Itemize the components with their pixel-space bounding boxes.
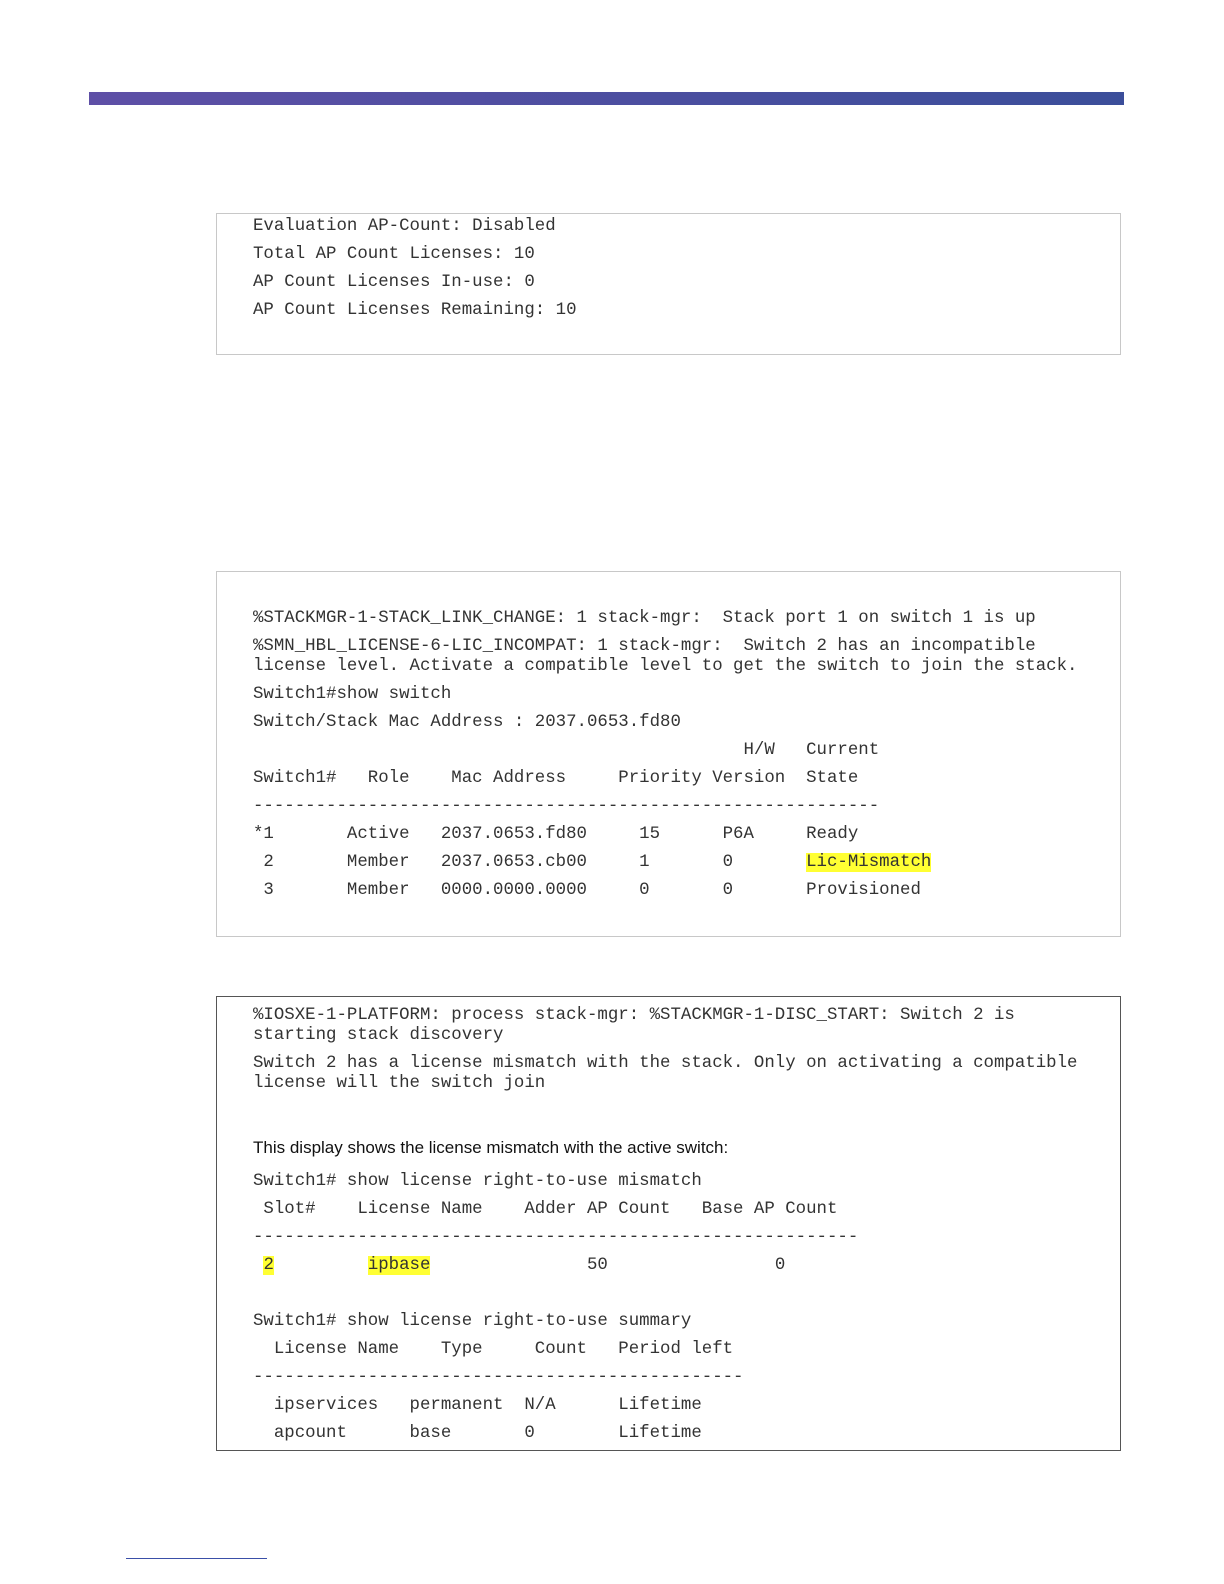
command-line: Switch1# show license right-to-use mismatch (253, 1172, 702, 1191)
row-cells: 2 Member 2037.0653.cb00 1 0 (253, 853, 807, 872)
show-switch-output-box (216, 571, 1121, 937)
base-ap-count: 0 (774, 1256, 786, 1275)
table-separator: ------------------------------------------------------------ (253, 797, 880, 816)
log-line: Switch 2 has a license mismatch with the stack. Only on activating a compatible (253, 1054, 1078, 1073)
row-state: Ready (806, 825, 859, 844)
table-row (253, 824, 858, 845)
output-line: AP Count Licenses Remaining: 10 (253, 301, 577, 320)
table-header: License Name Type Count Period left (253, 1340, 734, 1359)
table-header: Switch1# Role Mac Address Priority Version State (253, 769, 859, 788)
license-name-highlighted: ipbase (367, 1256, 431, 1275)
output-line: Evaluation AP-Count: Disabled (253, 217, 556, 236)
license-mismatch-output-box (216, 996, 1121, 1451)
footer-link-underline[interactable] (126, 1558, 267, 1559)
table-row (253, 852, 931, 873)
table-row (253, 880, 921, 901)
mac-address-line: Switch/Stack Mac Address : 2037.0653.fd80 (253, 713, 681, 732)
description-text: This display shows the license mismatch with the active switch: (253, 1138, 729, 1157)
output-line: Total AP Count Licenses: 10 (253, 245, 535, 264)
adder-ap-count: 50 (586, 1256, 608, 1275)
log-line: %IOSXE-1-PLATFORM: process stack-mgr: %STACKMGR-1-DISC_START: Switch 2 is (253, 1006, 1015, 1025)
output-line: AP Count Licenses In-use: 0 (253, 273, 535, 292)
slot-highlighted: 2 (263, 1256, 274, 1275)
log-line: license will the switch join (253, 1074, 546, 1093)
command-line: Switch1#show switch (253, 685, 452, 704)
log-line: starting stack discovery (253, 1026, 504, 1045)
table-header: H/W Current (253, 741, 880, 760)
row-cells: 3 Member 0000.0000.0000 0 0 (253, 881, 807, 900)
log-line: %STACKMGR-1-STACK_LINK_CHANGE: 1 stack-mgr: Stack port 1 on switch 1 is up (253, 609, 1036, 628)
mismatch-row (253, 1255, 785, 1276)
header-bar (89, 92, 1124, 105)
table-row: ipservices permanent N/A Lifetime (253, 1396, 702, 1415)
ap-count-output-box (216, 213, 1121, 355)
row-state-highlighted: Lic-Mismatch (806, 853, 932, 872)
table-row: apcount base 0 Lifetime (253, 1424, 702, 1443)
log-line: license level. Activate a compatible level to get the switch to join the stack. (253, 657, 1078, 676)
table-header: Slot# License Name Adder AP Count Base AP Count (253, 1200, 838, 1219)
row-cells: *1 Active 2037.0653.fd80 15 P6A (253, 825, 807, 844)
row-state: Provisioned (806, 881, 921, 900)
table-separator: ---------------------------------------------------------- (253, 1228, 859, 1247)
table-separator: ----------------------------------------------- (253, 1368, 744, 1387)
command-line: Switch1# show license right-to-use summary (253, 1312, 692, 1331)
log-line: %SMN_HBL_LICENSE-6-LIC_INCOMPAT: 1 stack-mgr: Switch 2 has an incompatible (253, 637, 1036, 656)
